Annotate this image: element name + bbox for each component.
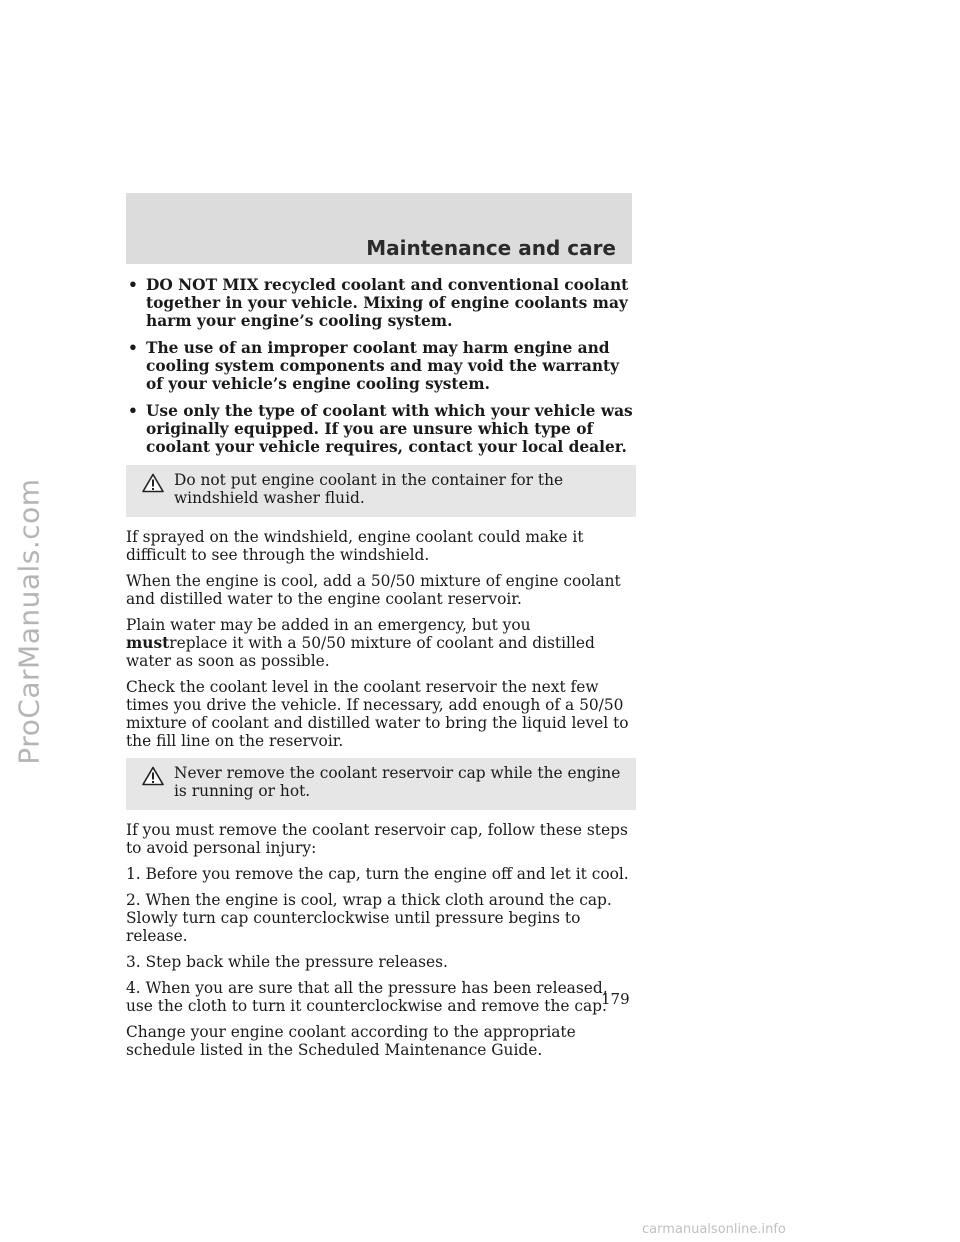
paragraph: Check the coolant level in the coolant reservoir the next few times you drive the vehicle. If necessary, add enough of a 50/50 mixture of coolant and distilled water to bring the liquid level to the fill line on the reservoir. xyxy=(126,678,629,750)
side-watermark xyxy=(4,0,54,1242)
footer-watermark: carmanualsonline.info xyxy=(642,1222,786,1237)
warning-triangle-icon xyxy=(142,766,164,790)
paragraph-plain-water xyxy=(126,616,636,670)
warning-text: Never remove the coolant reservoir cap while the engine is running or hot. xyxy=(174,764,621,800)
warning-box xyxy=(126,758,636,810)
emphasis-text: must xyxy=(126,634,170,652)
paragraph: If you must remove the coolant reservoir cap, follow these steps to avoid personal injury: xyxy=(126,821,628,857)
text-run: replace it with a 50/50 mixture of coolant and distilled water as soon as possible. xyxy=(126,634,595,670)
bullet-item xyxy=(126,339,636,393)
bullet-text: The use of an improper coolant may harm engine and cooling system components and may void the warranty of your vehicle’s engine cooling system. xyxy=(146,339,620,393)
step-item: 3. Step back while the pressure releases. xyxy=(126,953,448,971)
bullet-item xyxy=(126,402,636,456)
paragraph: Change your engine coolant according to the appropriate schedule listed in the Scheduled Maintenance Guide. xyxy=(126,1023,576,1059)
bullet-text: Use only the type of coolant with which your vehicle was originally equipped. If you are unsure which type of coolant your vehicle requires, contact your local dealer. xyxy=(146,402,633,456)
page-number: 179 xyxy=(601,990,630,1008)
section-header xyxy=(126,193,632,264)
text-run: Plain water may be added in an emergency, but you xyxy=(126,616,531,634)
step-item: 2. When the engine is cool, wrap a thick cloth around the cap. Slowly turn cap counterclockwise until pressure begins to release. xyxy=(126,891,612,945)
page-content xyxy=(126,276,636,1067)
bullet-text: DO NOT MIX recycled coolant and conventional coolant together in your vehicle. Mixing of engine coolants may harm your engine’s cooling system. xyxy=(146,276,629,330)
step-item: 1. Before you remove the cap, turn the engine off and let it cool. xyxy=(126,865,629,883)
bullet-icon: • xyxy=(128,402,138,420)
bullet-item xyxy=(126,276,636,330)
side-watermark-text: ProCarManuals.com xyxy=(12,477,46,765)
paragraph: When the engine is cool, add a 50/50 mixture of engine coolant and distilled water to the engine coolant reservoir. xyxy=(126,572,621,608)
step-item: 4. When you are sure that all the pressure has been released, use the cloth to turn it counterclockwise and remove the cap. xyxy=(126,979,608,1015)
bullet-icon: • xyxy=(128,339,138,357)
warning-box xyxy=(126,465,636,517)
warning-triangle-icon xyxy=(142,473,164,497)
warning-text: Do not put engine coolant in the container for the windshield washer fluid. xyxy=(174,471,564,507)
paragraph: If sprayed on the windshield, engine coolant could make it difficult to see through the windshield. xyxy=(126,528,584,564)
bullet-icon: • xyxy=(128,276,138,294)
section-title: Maintenance and care xyxy=(366,236,616,260)
